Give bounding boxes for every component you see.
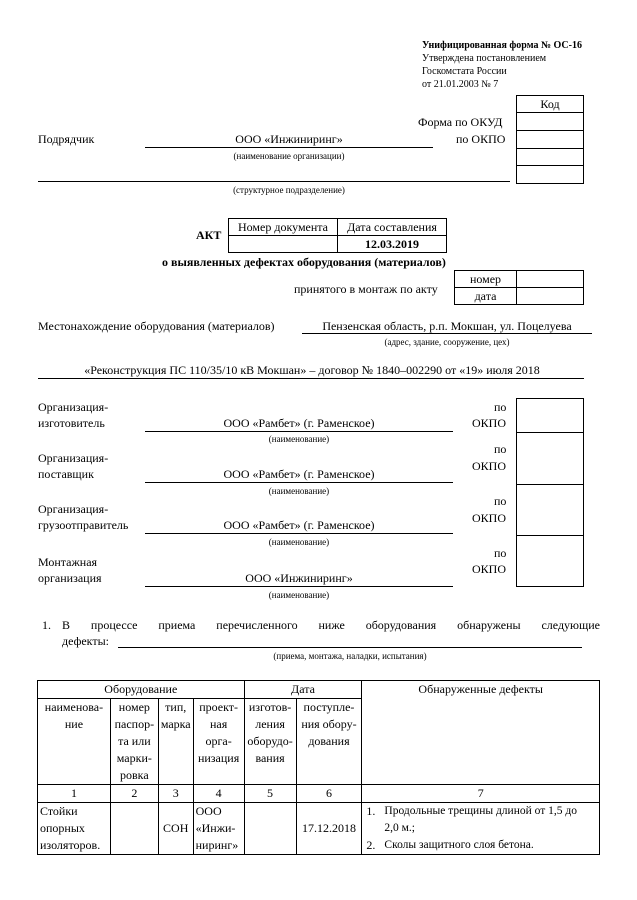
defect-1-number: 1. bbox=[366, 804, 376, 818]
section-1-number: 1. bbox=[42, 618, 51, 632]
org-4-name: ООО «Инжиниринг» bbox=[245, 571, 353, 585]
defect-1-text bbox=[384, 803, 599, 837]
location-value: Пензенская область, р.п. Мокшан, ул. Поцелуева bbox=[322, 319, 572, 333]
department-underline bbox=[38, 181, 510, 182]
org-4-underline bbox=[145, 586, 453, 587]
code-header-cell bbox=[516, 95, 584, 113]
col-passport-line-4: марки- bbox=[116, 751, 152, 765]
contractor-label: Подрядчик bbox=[38, 132, 95, 146]
section-1-caption: (приема, монтажа, наладки, испытания) bbox=[273, 651, 427, 661]
org-2-okpo-label: ОКПО bbox=[472, 459, 507, 473]
defect-1-text-line-1: Продольные трещины длиной от 1,5 до bbox=[384, 805, 577, 817]
col-number-5: 5 bbox=[244, 785, 296, 803]
col-name-line-1: наименова- bbox=[44, 700, 104, 714]
org-3-okpo-label: ОКПО bbox=[472, 511, 507, 525]
org-1-okpo-label: ОКПО bbox=[472, 416, 507, 430]
org-1-underline bbox=[145, 431, 453, 432]
doc-date-header bbox=[337, 218, 447, 236]
org-1-label-1: Организация- bbox=[38, 400, 109, 414]
accepted-number-label: номер bbox=[469, 272, 502, 286]
group-date-header: Дата bbox=[244, 681, 362, 699]
org-1-caption: (наименование) bbox=[268, 434, 330, 444]
col-passport-line-1: номер bbox=[118, 700, 150, 714]
accepted-number-cell[interactable] bbox=[516, 270, 584, 288]
row-manufacture-cell[interactable] bbox=[244, 803, 296, 855]
col-manufacture-line-3: оборудо- bbox=[247, 734, 293, 748]
org-1-label-2: изготовитель bbox=[38, 416, 105, 430]
col-number-7: 7 bbox=[362, 785, 600, 803]
col-arrival-header bbox=[296, 699, 362, 785]
accepted-number-label-cell bbox=[454, 270, 517, 288]
org-3-name: ООО «Рамбет» (г. Раменское) bbox=[223, 518, 375, 532]
location-caption: (адрес, здание, сооружение, цех) bbox=[384, 337, 510, 347]
row-arrival-cell[interactable]: 17.12.2018 bbox=[296, 803, 362, 855]
org-3-underline bbox=[145, 533, 453, 534]
org-2-caption: (наименование) bbox=[268, 486, 330, 496]
row-type-cell[interactable]: СОН bbox=[158, 803, 193, 855]
row-project-cell[interactable] bbox=[193, 803, 244, 855]
col-passport-line-5: ровка bbox=[120, 768, 149, 782]
col-arrival-line-2: ния обору- bbox=[301, 717, 357, 731]
col-passport-line-2: паспор- bbox=[114, 717, 155, 731]
okpo-label: по ОКПО bbox=[456, 132, 506, 146]
org-1-name: ООО «Рамбет» (г. Раменское) bbox=[223, 416, 375, 430]
org-4-okpo-cell[interactable] bbox=[516, 535, 584, 587]
col-name-line-2: ние bbox=[64, 717, 84, 731]
org-3-label-2: грузоотправитель bbox=[38, 518, 129, 532]
col-passport-header bbox=[110, 699, 158, 785]
doc-number-label: Номер документа bbox=[237, 220, 329, 234]
row-passport-cell[interactable] bbox=[110, 803, 158, 855]
section-1-line-1: В процессе приема перечисленного ниже оборудования обнаружены следующие bbox=[62, 618, 600, 632]
org-3-label-1: Организация- bbox=[38, 502, 109, 516]
table-row bbox=[38, 803, 600, 855]
location-label: Местонахождение оборудования (материалов) bbox=[38, 319, 275, 333]
accepted-date-cell[interactable] bbox=[516, 287, 584, 305]
org-2-name: ООО «Рамбет» (г. Раменское) bbox=[223, 467, 375, 481]
defect-item-1 bbox=[366, 803, 599, 837]
org-4-label-2: организация bbox=[38, 571, 102, 585]
col-number-6: 6 bbox=[296, 785, 362, 803]
col-arrival-line-3: дования bbox=[308, 734, 350, 748]
org-4-caption: (наименование) bbox=[268, 590, 330, 600]
row-project-line-2: «Инжи- bbox=[195, 821, 236, 835]
okud-label: Форма по ОКУД bbox=[418, 115, 503, 129]
org-4-okpo-label: ОКПО bbox=[472, 562, 507, 576]
row-name-line-2: опорных bbox=[40, 821, 85, 835]
section-1-line-2: дефекты: bbox=[62, 634, 109, 648]
defect-2-text: Сколы защитного слоя бетона. bbox=[384, 839, 534, 851]
approved-line-2: Госкомстата России bbox=[422, 66, 507, 77]
code-cell-4[interactable] bbox=[516, 165, 584, 184]
col-number-4: 4 bbox=[193, 785, 244, 803]
defects-table bbox=[37, 680, 600, 855]
org-2-underline bbox=[145, 482, 453, 483]
act-word: АКТ bbox=[196, 228, 222, 242]
org-3-okpo-cell[interactable] bbox=[516, 484, 584, 536]
accepted-label: принятого в монтаж по акту bbox=[294, 282, 438, 296]
row-name-line-3: изоляторов. bbox=[40, 838, 101, 852]
row-project-line-1: ООО bbox=[195, 804, 222, 818]
row-project-line-3: ниринг» bbox=[195, 838, 239, 852]
col-project-line-3: низация bbox=[197, 751, 240, 765]
project-line: «Реконструкция ПС 110/35/10 кВ Мокшан» – договор № 1840–002290 от «19» июля 2018 bbox=[84, 363, 540, 377]
contractor-underline bbox=[145, 147, 433, 148]
org-1-okpo-cell[interactable] bbox=[516, 398, 584, 433]
org-2-okpo-cell[interactable] bbox=[516, 432, 584, 485]
defect-2-number: 2. bbox=[366, 838, 376, 852]
approved-line-3: от 21.01.2003 № 7 bbox=[422, 79, 499, 90]
group-defects-header: Обнаруженные дефекты bbox=[362, 681, 600, 785]
okpo-code-cell[interactable] bbox=[516, 130, 584, 149]
col-manufacture-line-1: изготов- bbox=[248, 700, 292, 714]
form-title: Унифицированная форма № ОС-16 bbox=[422, 40, 582, 51]
col-passport-line-3: та или bbox=[118, 734, 151, 748]
col-project-header bbox=[193, 699, 244, 785]
org-2-label-2: поставщик bbox=[38, 467, 94, 481]
col-type-line-1: тип, bbox=[165, 700, 187, 714]
department-caption: (структурное подразделение) bbox=[233, 185, 345, 195]
defect-item-2 bbox=[366, 837, 599, 854]
okud-code-cell[interactable] bbox=[516, 112, 584, 131]
doc-number-header bbox=[228, 218, 338, 236]
col-arrival-line-1: поступле- bbox=[303, 700, 355, 714]
act-subtitle: о выявленных дефектах оборудования (материалов) bbox=[162, 255, 446, 269]
org-1-okpo-po: по bbox=[494, 400, 507, 414]
org-2-okpo-po: по bbox=[494, 442, 507, 456]
code-header-label: Код bbox=[540, 97, 560, 111]
col-manufacture-line-4: вания bbox=[255, 751, 285, 765]
col-number-2: 2 bbox=[110, 785, 158, 803]
col-name-header bbox=[38, 699, 111, 785]
group-equipment-header: Оборудование bbox=[38, 681, 245, 699]
col-manufacture-line-2: ления bbox=[255, 717, 285, 731]
contractor-caption: (наименование организации) bbox=[233, 151, 345, 161]
col-number-3: 3 bbox=[158, 785, 193, 803]
col-type-line-2: марка bbox=[160, 717, 191, 731]
accepted-date-label: дата bbox=[474, 289, 497, 303]
doc-number-cell[interactable] bbox=[228, 235, 338, 253]
row-defects-cell[interactable] bbox=[362, 803, 600, 855]
project-underline bbox=[38, 378, 584, 379]
contractor-name: ООО «Инжиниринг» bbox=[235, 132, 343, 146]
col-manufacture-header bbox=[244, 699, 296, 785]
row-name-cell[interactable] bbox=[38, 803, 111, 855]
doc-date-label: Дата составления bbox=[347, 220, 437, 234]
col-type-header bbox=[158, 699, 193, 785]
doc-date-value: 12.03.2019 bbox=[365, 237, 419, 251]
col-project-line-2: ная орга- bbox=[205, 717, 232, 748]
org-4-label-1: Монтажная bbox=[38, 555, 98, 569]
accepted-date-label-cell bbox=[454, 287, 517, 305]
code-cell-3[interactable] bbox=[516, 148, 584, 166]
col-project-line-1: проект- bbox=[199, 700, 238, 714]
defect-1-text-line-2: 2,0 м.; bbox=[384, 822, 416, 834]
org-3-caption: (наименование) bbox=[268, 537, 330, 547]
org-2-label-1: Организация- bbox=[38, 451, 109, 465]
org-3-okpo-po: по bbox=[494, 494, 507, 508]
row-name-line-1: Стойки bbox=[40, 804, 78, 818]
approved-line-1: Утверждена постановлением bbox=[422, 53, 547, 64]
location-underline bbox=[302, 333, 592, 334]
col-number-1: 1 bbox=[38, 785, 111, 803]
section-1-underline bbox=[118, 647, 582, 648]
org-4-okpo-po: по bbox=[494, 546, 507, 560]
doc-date-cell[interactable] bbox=[337, 235, 447, 253]
